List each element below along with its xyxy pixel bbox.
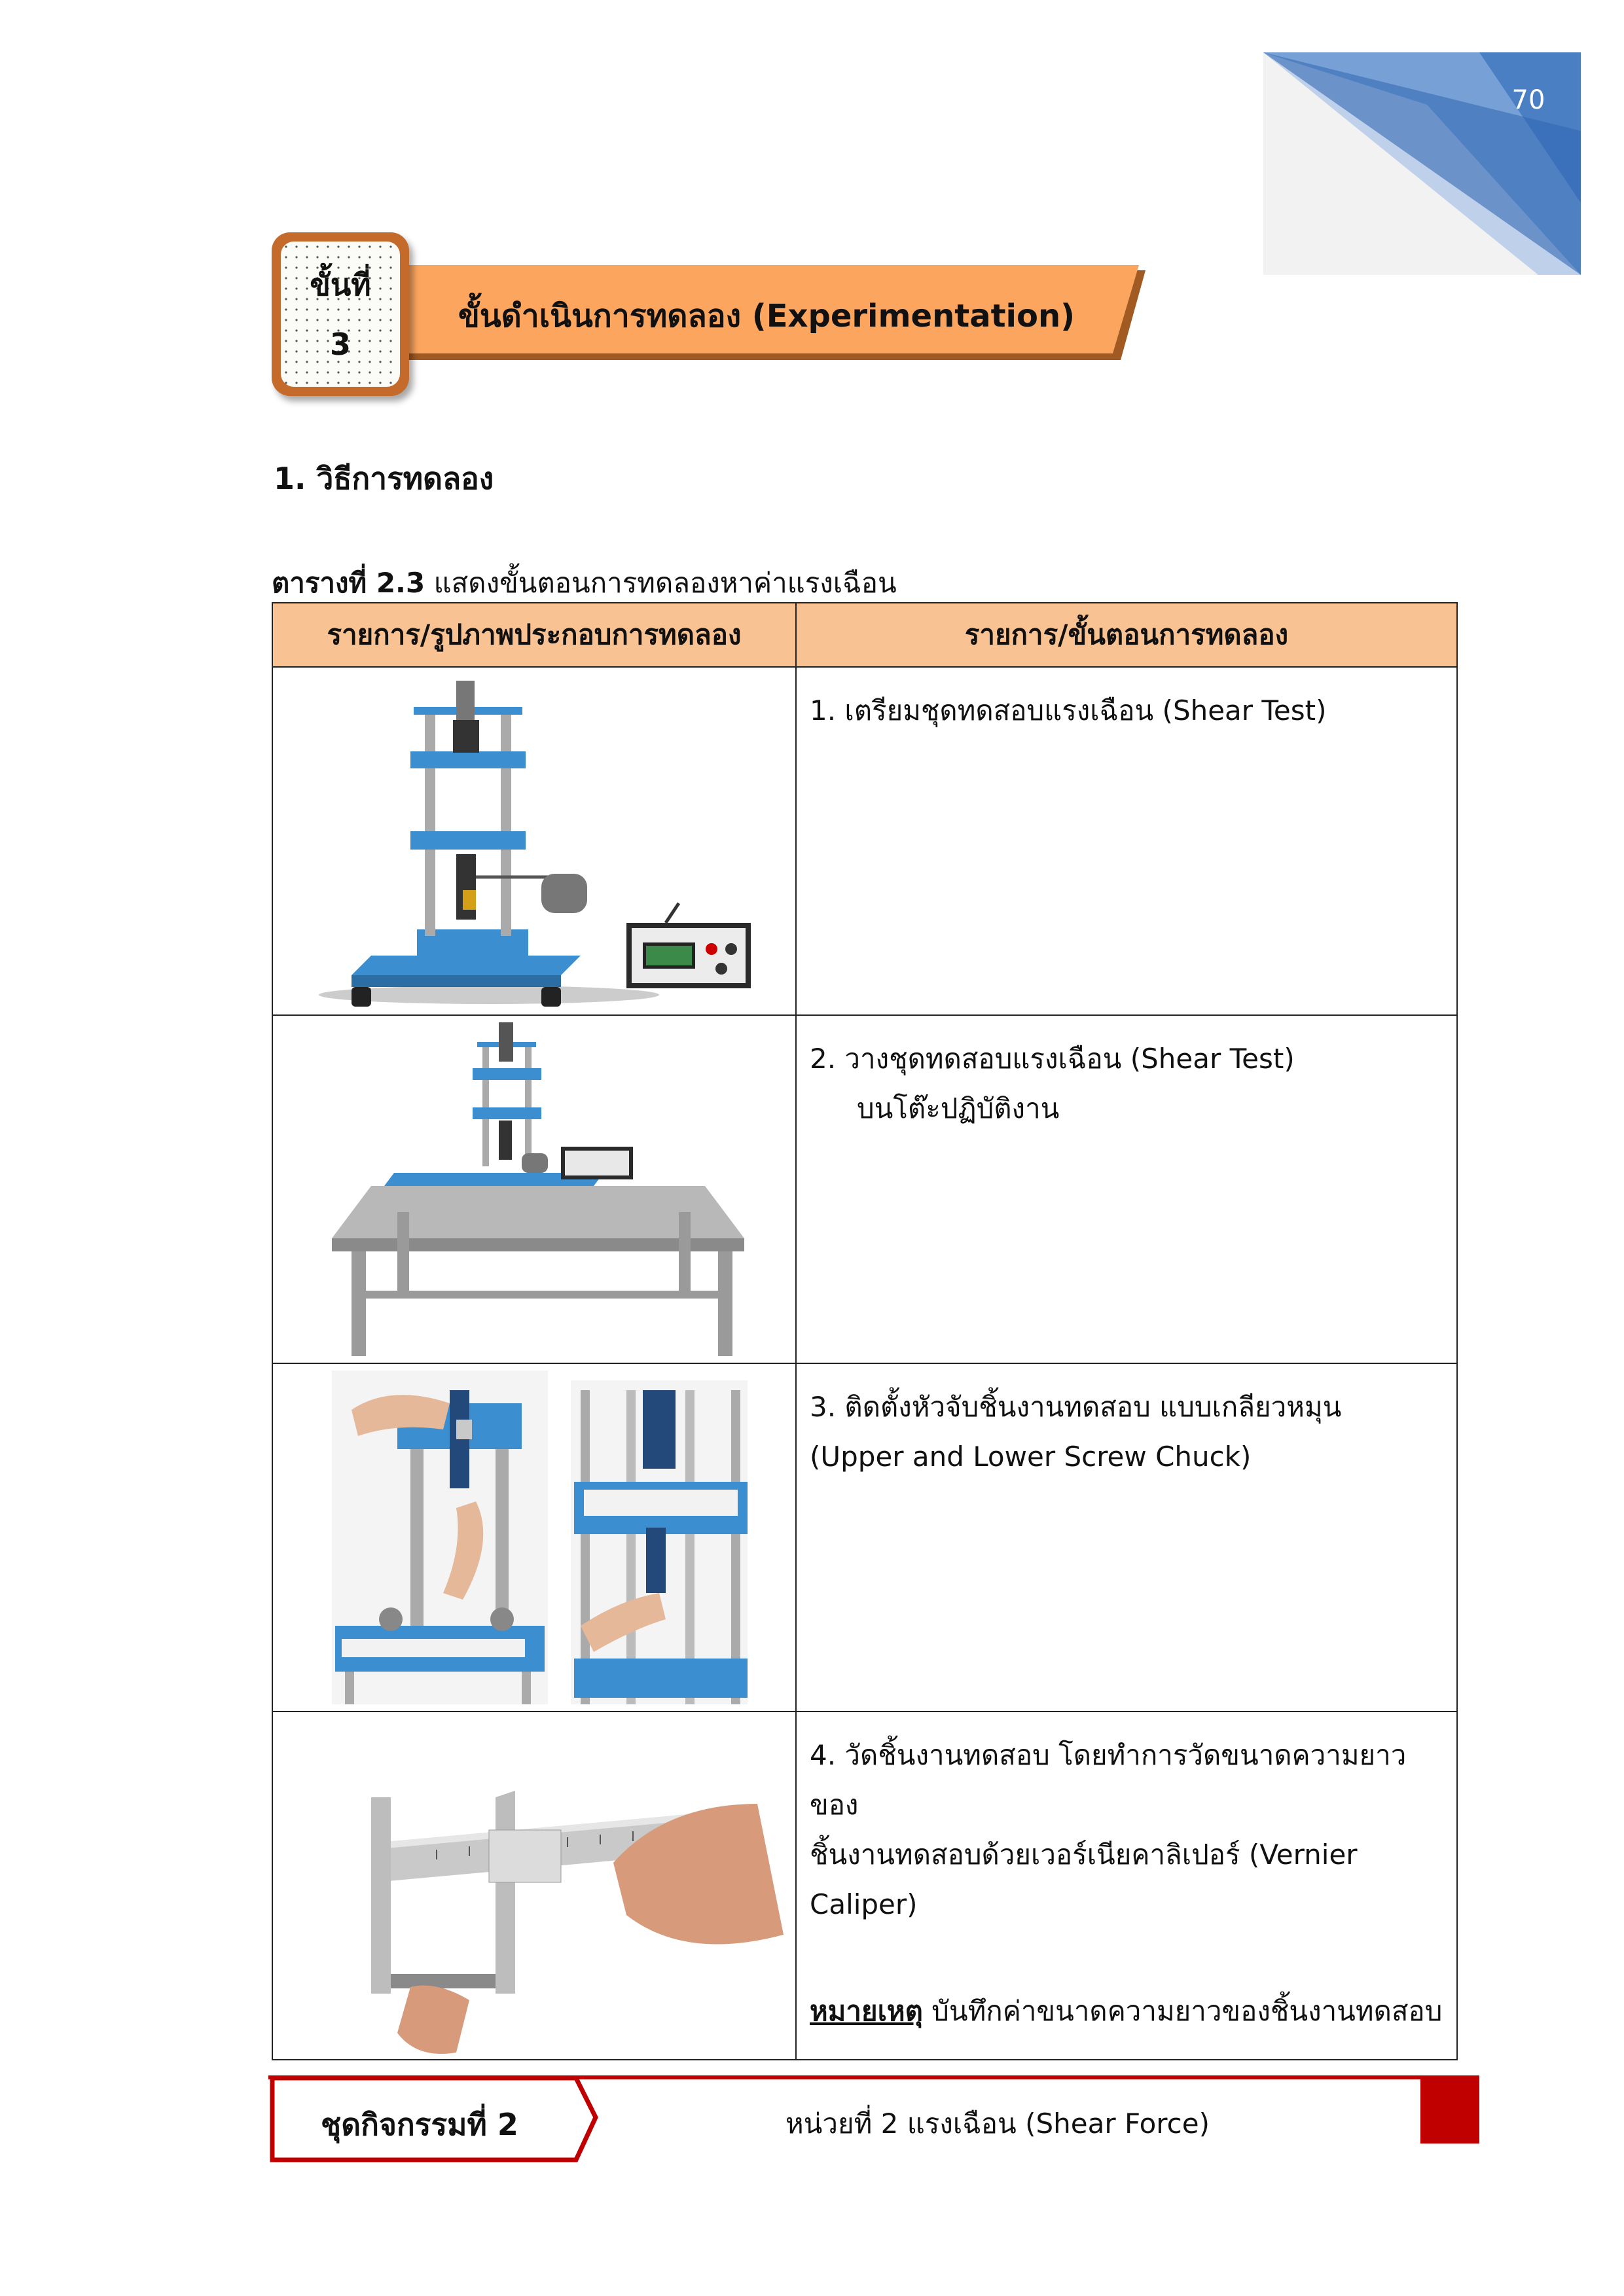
step-3-text: 3. ติดตั้งหัวจับชิ้นงานทดสอบ แบบเกลียวหมุน [810,1391,1342,1423]
step-4-note [810,1990,1442,2033]
step-4-text-line3: Caliper) [810,1888,918,1920]
step-cell [796,1015,1457,1363]
step-cell [796,667,1457,1015]
screw-chuck-installation-images [273,1364,794,1711]
note-label: หมายเหตุ [810,1995,923,2027]
step-cell [796,1363,1457,1712]
step-4-text-line2: ชิ้นงานทดสอบด้วยเวอร์เนียคาลิเปอร์ (Vernier [810,1839,1358,1871]
table-caption [272,562,897,605]
step-4-text: 4. วัดชิ้นงานทดสอบ โดยทำการวัดขนาดความยาวของ [810,1739,1407,1821]
step-title: ขั้นดำเนินการทดลอง (Experimentation) [458,298,1075,334]
section-heading: 1. วิธีการทดลอง [274,461,494,496]
shear-test-machine-image [273,668,794,1014]
image-cell [272,667,796,1015]
procedure-table [272,602,1458,2060]
step-2-text-line2: บนโต๊ะปฏิบัติงาน [857,1092,1060,1124]
step-cell [796,1712,1457,2060]
step-3-text-line2: (Upper and Lower Screw Chuck) [810,1441,1252,1473]
image-cell [272,1363,796,1712]
footer-activity-label: ชุดกิจกรรมที่ 2 [321,2107,518,2142]
step-1-text: 1. เตรียมชุดทดสอบแรงเฉือน (Shear Test) [810,694,1327,726]
image-cell [272,1712,796,2060]
table-row [272,667,1457,1015]
table-caption-text: แสดงขั้นตอนการทดลองหาค่าแรงเฉือน [425,567,897,599]
table-caption-label: ตารางที่ 2.3 [272,567,425,599]
step-badge-word: ขั้นที่ [310,267,371,302]
table-row [272,1712,1457,2060]
table-row [272,1363,1457,1712]
image-cell [272,1015,796,1363]
step-badge-number: 3 [329,327,351,362]
vernier-caliper-image [273,1712,794,2059]
step-badge [272,232,409,396]
machine-on-workbench-image [273,1016,794,1363]
table-row [272,1015,1457,1363]
footer-unit-label: หน่วยที่ 2 แรงเฉือน (Shear Force) [785,2108,1210,2140]
note-text: บันทึกค่าขนาดความยาวของชิ้นงานทดสอบ [922,1995,1443,2027]
table-header-row [272,603,1457,667]
page-number: 70 [1511,85,1545,115]
header-steps: รายการ/ขั้นตอนการทดลอง [796,603,1457,667]
step-2-text: 2. วางชุดทดสอบแรงเฉือน (Shear Test) [810,1043,1295,1075]
header-images: รายการ/รูปภาพประกอบการทดลอง [272,603,796,667]
